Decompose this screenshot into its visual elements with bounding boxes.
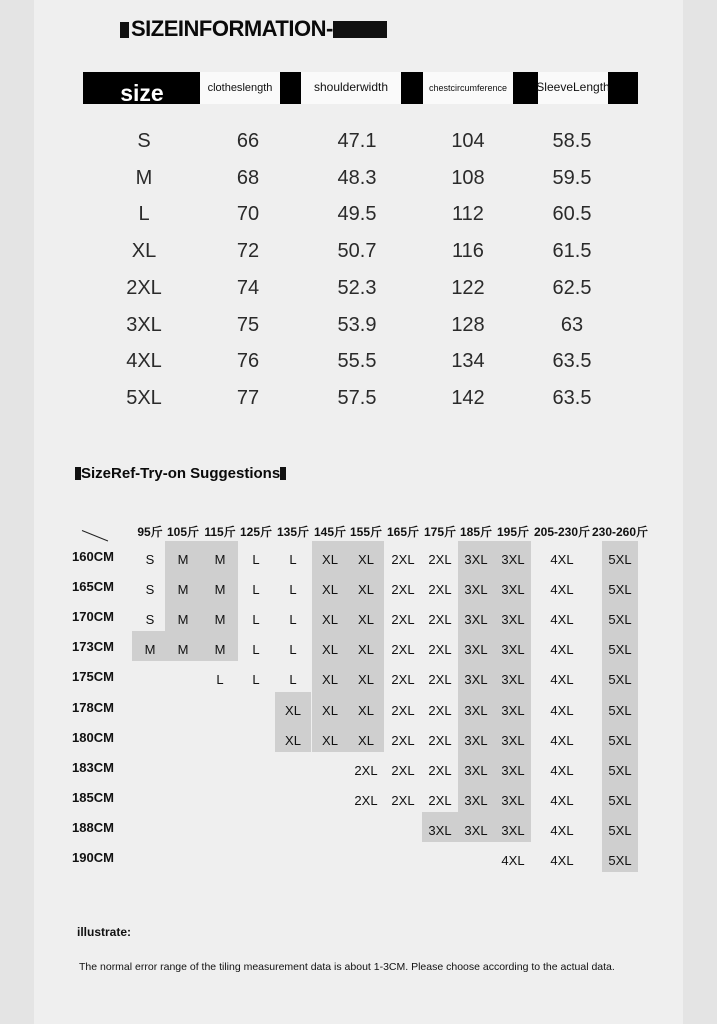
size-ref-cell: L	[289, 612, 297, 628]
height-row-header: 173CM	[72, 639, 114, 655]
size-ref-cell: 3XL	[464, 552, 488, 567]
size-ref-cell: 2XL	[428, 702, 452, 718]
size-ref-cell: 5XL	[608, 853, 632, 868]
size-table-value-cell: 142	[451, 386, 485, 409]
size-ref-cell: 3XL	[501, 642, 525, 658]
size-table-value-cell: 58.5	[552, 130, 592, 152]
size-ref-cell: 5XL	[608, 642, 632, 658]
size-ref-cell: S	[145, 552, 155, 567]
size-ref-cell: S	[145, 612, 155, 628]
size-ref-cell: 2XL	[428, 582, 452, 598]
size-ref-cell: XL	[322, 552, 338, 567]
size-table-value-cell: 74	[236, 276, 260, 299]
weight-column-header: 175斤	[423, 525, 457, 539]
height-row-header: 165CM	[72, 579, 114, 595]
size-ref-cell: XL	[322, 732, 338, 748]
size-ref-cell: 3XL	[501, 732, 525, 748]
size-ref-cell: 5XL	[608, 552, 632, 567]
size-ref-cell: 3XL	[464, 792, 488, 808]
size-table-value-cell: 63.5	[552, 386, 592, 409]
size-ref-cell: 5XL	[608, 822, 632, 838]
size-ref-cell: L	[289, 582, 297, 598]
size-ref-title-text: SizeRef-Try-on Suggestions	[81, 465, 281, 482]
size-ref-cell: 3XL	[464, 732, 488, 748]
title-glyph-box	[280, 467, 286, 480]
size-ref-cell: 4XL	[550, 702, 574, 718]
size-ref-cell: 3XL	[464, 702, 488, 718]
size-ref-cell: 3XL	[501, 762, 525, 778]
size-ref-cell: XL	[322, 582, 338, 598]
size-table-value-cell: 116	[452, 240, 484, 263]
weight-column-header: 135斤	[276, 525, 310, 539]
weight-column-header: 125斤	[239, 525, 273, 539]
size-ref-cell: 3XL	[464, 582, 488, 598]
size-ref-cell: L	[289, 552, 297, 567]
size-ref-cell: 5XL	[608, 612, 632, 628]
size-ref-cell: 2XL	[391, 702, 415, 718]
size-ref-cell: M	[214, 582, 226, 598]
size-ref-cell: 3XL	[501, 552, 525, 567]
measurement-note: The normal error range of the tiling measurement data is about 1-3CM. Please choose according to the actual data.	[79, 961, 615, 973]
size-table-value-cell: 48.3	[337, 166, 377, 189]
size-ref-cell: 5XL	[608, 792, 632, 808]
size-ref-cell: XL	[358, 672, 374, 688]
size-table-value-cell: 55.5	[337, 350, 377, 373]
size-table-size-cell: L	[138, 203, 150, 226]
size-ref-cell: 2XL	[428, 762, 452, 778]
size-ref-cell: M	[177, 642, 189, 658]
size-ref-cell: 4XL	[550, 822, 574, 838]
size-ref-cell: L	[252, 672, 260, 688]
size-table-value-cell: 57.5	[337, 386, 377, 409]
size-ref-cell: XL	[322, 612, 338, 628]
size-table-value-cell: 63.5	[552, 350, 592, 373]
weight-column-header: 95斤	[137, 525, 163, 539]
size-table-size-cell: 3XL	[126, 313, 162, 336]
weight-column-header: 145斤	[313, 525, 347, 539]
size-ref-cell: 2XL	[391, 732, 415, 748]
size-ref-cell: M	[177, 552, 189, 567]
header-clothes-length: clothes length	[200, 72, 280, 104]
size-ref-cell: 4XL	[550, 792, 574, 808]
size-table-size-cell: 2XL	[126, 276, 162, 299]
size-ref-cell: 2XL	[428, 612, 452, 628]
size-ref-cell: 2XL	[428, 642, 452, 658]
size-ref-cell: 3XL	[428, 822, 452, 838]
size-ref-title	[75, 465, 286, 482]
size-ref-cell: XL	[322, 642, 338, 658]
size-table-value-cell: 66	[236, 130, 260, 152]
illustrate-label: illustrate:	[77, 925, 132, 939]
size-ref-cell: 4XL	[550, 642, 574, 658]
size-ref-cell: L	[252, 582, 260, 598]
size-ref-cell: L	[252, 552, 260, 567]
size-ref-cell: 4XL	[550, 853, 574, 868]
size-ref-cell: M	[177, 582, 189, 598]
size-ref-cell: XL	[358, 702, 374, 718]
size-ref-cell: XL	[322, 672, 338, 688]
size-ref-cell: XL	[358, 642, 374, 658]
size-ref-cell: 3XL	[464, 822, 488, 838]
weight-column-header: 185斤	[459, 525, 493, 539]
weight-column-header: 105斤	[166, 525, 200, 539]
header-shoulder-width: shoulder width	[301, 72, 401, 104]
height-row-header: 178CM	[72, 699, 114, 715]
size-ref-cell: 3XL	[501, 612, 525, 628]
size-table-value-cell: 122	[451, 276, 485, 299]
size-table-size-cell: 4XL	[126, 350, 162, 373]
size-ref-cell: 4XL	[550, 612, 574, 628]
size-ref-cell: L	[289, 672, 297, 688]
size-ref-cell: 2XL	[391, 612, 415, 628]
size-ref-cell: XL	[285, 702, 301, 718]
size-table-size-cell: M	[135, 166, 153, 189]
size-ref-cell: 3XL	[464, 762, 488, 778]
size-ref-cell: L	[216, 672, 224, 688]
size-ref-cell: 3XL	[464, 612, 488, 628]
size-ref-cell: 4XL	[550, 732, 574, 748]
height-row-header: 185CM	[72, 789, 114, 805]
size-table-value-cell: 108	[451, 166, 485, 189]
size-table-value-cell: 70	[236, 203, 260, 226]
size-ref-cell: 4XL	[550, 762, 574, 778]
size-ref-cell: XL	[285, 732, 301, 748]
size-ref-cell: 4XL	[501, 853, 525, 868]
size-ref-cell: 2XL	[391, 552, 415, 567]
size-ref-cell: 5XL	[608, 582, 632, 598]
size-ref-cell: 5XL	[608, 702, 632, 718]
size-ref-cell: 2XL	[354, 762, 378, 778]
size-ref-cell: 3XL	[501, 582, 525, 598]
size-table-value-cell: 62.5	[552, 276, 592, 299]
weight-column-header: 115斤	[204, 525, 236, 539]
size-table-value-cell: 134	[451, 350, 485, 373]
height-row-header: 180CM	[72, 729, 114, 745]
height-row-header: 188CM	[72, 819, 114, 835]
size-ref-cell: XL	[358, 582, 374, 598]
size-table-size-cell: S	[137, 130, 151, 152]
size-ref-cell: 2XL	[391, 792, 415, 808]
size-ref-cell: 3XL	[464, 642, 488, 658]
size-table-value-cell: 72	[236, 240, 260, 263]
size-table-size-cell: 5XL	[126, 386, 162, 409]
height-row-header: 175CM	[72, 669, 114, 685]
size-ref-cell: 2XL	[391, 672, 415, 688]
size-table-value-cell: 77	[236, 386, 260, 409]
size-ref-cell: XL	[322, 702, 338, 718]
size-table-value-cell: 112	[452, 203, 484, 226]
size-table-value-cell: 68	[236, 166, 260, 189]
weight-column-header: 165斤	[386, 525, 420, 539]
header-sleeve-length: Sleeve Length	[538, 72, 608, 104]
size-table-value-cell: 49.5	[337, 203, 377, 226]
size-ref-cell: 3XL	[464, 672, 488, 688]
size-table-value-cell: 76	[236, 350, 260, 373]
size-ref-cell: M	[214, 642, 226, 658]
title-glyph-box	[120, 22, 129, 38]
size-table-size-cell: XL	[131, 240, 157, 263]
header-chest-circumference: chest circumference	[423, 72, 513, 104]
size-ref-cell: 2XL	[428, 792, 452, 808]
size-ref-cell: L	[252, 612, 260, 628]
size-ref-cell: 4XL	[550, 672, 574, 688]
size-ref-cell: 2XL	[428, 732, 452, 748]
size-ref-cell: 2XL	[391, 762, 415, 778]
size-ref-cell: 4XL	[550, 552, 574, 567]
size-ref-cell: 5XL	[608, 762, 632, 778]
size-table-value-cell: 53.9	[337, 313, 377, 336]
size-ref-cell: M	[214, 612, 226, 628]
size-ref-cell: 2XL	[391, 642, 415, 658]
weight-column-header: 195斤	[496, 525, 530, 539]
size-ref-cell: 5XL	[608, 732, 632, 748]
height-row-header: 160CM	[72, 549, 114, 564]
size-ref-cell: L	[252, 642, 260, 658]
size-ref-cell: 2XL	[428, 552, 452, 567]
size-table-value-cell: 47.1	[337, 130, 377, 152]
size-table-value-cell: 60.5	[552, 203, 592, 226]
size-ref-cell: XL	[358, 732, 374, 748]
size-table-value-cell: 104	[451, 130, 485, 152]
size-ref-cell: M	[144, 642, 156, 658]
size-ref-cell: 2XL	[428, 672, 452, 688]
size-ref-cell: M	[214, 552, 226, 567]
size-ref-cell: 3XL	[501, 822, 525, 838]
title-text: SIZEINFORMATION-	[131, 16, 333, 41]
weight-column-header: 205-230斤	[533, 525, 591, 539]
size-table-value-cell: 50.7	[337, 240, 377, 263]
size-ref-cell: M	[177, 612, 189, 628]
size-ref-cell: 2XL	[391, 582, 415, 598]
header-size: size	[120, 79, 164, 106]
height-row-header: 183CM	[72, 759, 114, 775]
size-ref-cell: L	[289, 642, 297, 658]
size-ref-cell: XL	[358, 552, 374, 567]
weight-column-header: 230-260斤	[591, 525, 649, 539]
size-table-value-cell: 63	[560, 313, 584, 336]
size-table-value-cell: 61.5	[552, 240, 592, 263]
title-glyph-tail	[333, 21, 387, 38]
size-table-value-cell: 75	[236, 313, 260, 336]
size-table-value-cell: 128	[451, 313, 485, 336]
size-ref-cell: S	[145, 582, 155, 598]
height-row-header: 190CM	[72, 850, 114, 865]
size-information-title	[120, 16, 387, 42]
size-ref-cell: 2XL	[354, 792, 378, 808]
height-row-header: 170CM	[72, 609, 114, 625]
weight-column-header: 155斤	[349, 525, 383, 539]
size-table-value-cell: 59.5	[552, 166, 592, 189]
size-ref-cell: XL	[358, 612, 374, 628]
size-ref-cell: 3XL	[501, 702, 525, 718]
size-ref-cell: 5XL	[608, 672, 632, 688]
size-ref-cell: 3XL	[501, 792, 525, 808]
size-ref-cell: 4XL	[550, 582, 574, 598]
size-table-value-cell: 52.3	[337, 276, 377, 299]
size-ref-cell: 3XL	[501, 672, 525, 688]
